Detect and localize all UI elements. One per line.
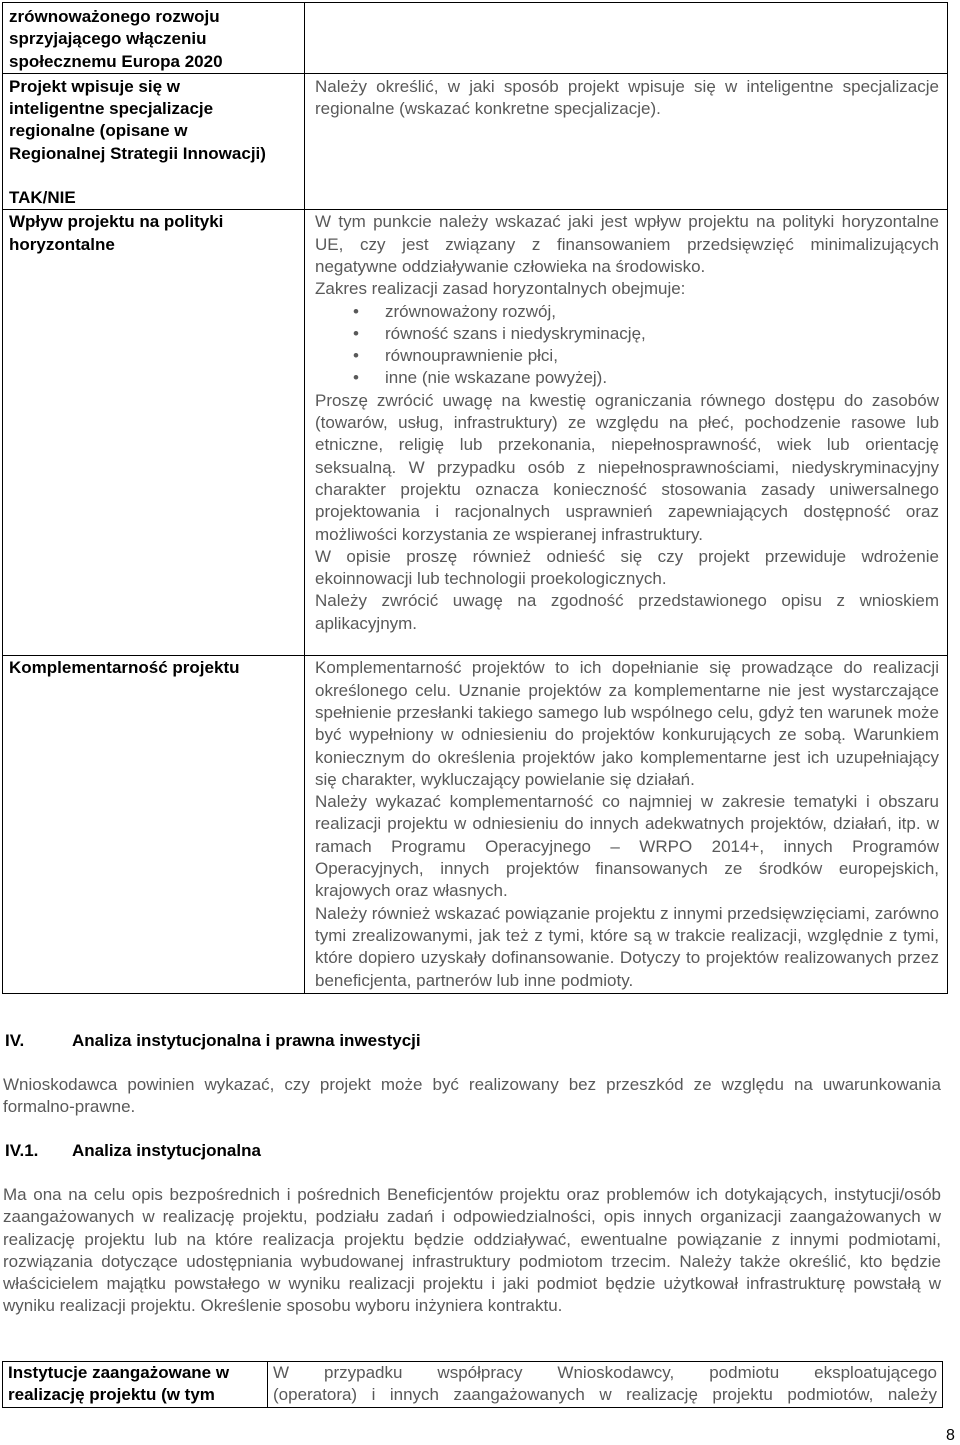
bullet-icon: •: [353, 323, 359, 343]
label-line: Regionalnej Strategii Innowacji): [9, 143, 266, 163]
section-text: Wnioskodawca powinien wykazać, czy projekt może być realizowany bez przeszkód ze względu na uwarunkowania formalno-prawne.: [3, 1075, 941, 1117]
row-desc-cell: [268, 1362, 943, 1408]
text-line: W przypadku współpracy Wnioskodawcy, podmiotu eksploatującego: [273, 1363, 937, 1382]
paragraph: Należy również wskazać powiązanie projektu z innymi przedsięwzięciami, zarówno tymi zrealizowanymi, jak też z tymi, które są w trakcie realizacji, względnie z tymi, które dopiero uzyskały dofinansowanie. Dotyczy to projektów realizowanych przez beneficjenta, partnerów lub inne podmioty.: [315, 903, 939, 990]
row-desc-cell: [305, 73, 948, 209]
label-line: Instytucje zaangażowane w: [8, 1363, 230, 1382]
list-item: • zrównoważony rozwój,: [315, 301, 939, 323]
row-desc-cell: [305, 3, 948, 74]
institutions-table: [2, 1361, 943, 1408]
label-line: zrównoważonego rozwoju: [9, 7, 220, 26]
list-item: • równouprawnienie płci,: [315, 345, 939, 367]
label-line: inteligentne specjalizacje: [9, 99, 214, 119]
section-number: IV.: [5, 1031, 25, 1050]
row-label-cell: [3, 656, 305, 993]
subsection-title: Analiza instytucjonalna: [72, 1141, 261, 1160]
label-line: społecznemu Europa 2020: [9, 51, 223, 71]
subsection-text: Ma ona na celu opis bezpośrednich i pośrednich Beneficjentów projektu oraz problemów ich dotykających, instytucji/osób zaangażowanych w realizację projektu, podziału zadań i odpowiedzialności, opis innych organizacji zaangażowanych w realizację projektu lub na które realizacja projektu będzie oddziaływać, ewentualne powiązanie z innymi podmiotami, rozwiązania dotyczące udostępniania wybudowanej infrastruktury podmiotom trzecim. Należy także określić, kto będzie właścicielem majątku powstałego w wyniku realizacji projektu i jaki podmiot będzie użytkował infrastrukturę powstałą w wyniku realizacji projektu. Określenie sposobu wyboru inżyniera kontraktu.: [3, 1185, 941, 1316]
yes-no-label: TAK/NIE: [9, 188, 76, 208]
subsection-number: IV.1.: [5, 1141, 39, 1160]
label-line: sprzyjającego włączeniu: [9, 29, 207, 49]
bullet-icon: •: [353, 346, 359, 366]
paragraph: Należy zwrócić uwagę na zgodność przedstawionego opisu z wnioskiem aplikacyjnym.: [315, 591, 939, 633]
row-label-cell: [3, 1362, 268, 1408]
paragraph: Proszę zwrócić uwagę na kwestię ograniczania równego dostępu do zasobów (towarów, usług, infrastruktury) ze względu na płeć, pochodzenie rasowe lub etniczne, religię lub przekonania, niepełnosprawność, wiek lub orientację seksualną. W przypadku osób z niepełnosprawnościami, niedyskryminacyjny charakter projektu oznacza konieczność stosowania zasady uniwersalnego projektowania i racjonalnych usprawnień zapewniających dostępność oraz możliwości korzystania ze wspieranej infrastruktury.: [315, 390, 939, 544]
label-line: realizację projektu (w tym: [8, 1385, 215, 1405]
paragraph: W opisie proszę również odnieść się czy projekt przewiduje wdrożenie ekoinnowacji lub technologii proekologicznych.: [315, 546, 939, 589]
list-intro: Zakres realizacji zasad horyzontalnych obejmuje:: [315, 279, 686, 299]
row-label-cell: [3, 73, 305, 209]
bullet-icon: •: [353, 301, 359, 321]
table-row: [3, 656, 948, 993]
list-item: • równość szans i niedyskryminację,: [315, 323, 939, 345]
section-title: Analiza instytucjonalna i prawna inwestycji: [72, 1031, 421, 1050]
description-text: Należy określić, w jaki sposób projekt wpisuje się w inteligentne specjalizacje regionalne (wskazać konkretne specjalizacje).: [315, 76, 939, 119]
label-line: horyzontalne: [9, 234, 115, 254]
label-line: regionalne (opisane w: [9, 121, 188, 141]
label-line: Wpływ projektu na polityki: [9, 212, 224, 232]
label-line: Projekt wpisuje się w: [9, 76, 181, 96]
intro-text: W tym punkcie należy wskazać jaki jest wpływ projektu na polityki horyzontalne UE, czy jest związany z finansowaniem przedsięwzięć minimalizujących negatywne oddziaływanie człowieka na środowisko.: [315, 212, 939, 276]
horizontal-policies-list: [315, 301, 939, 390]
bullet-icon: •: [353, 368, 359, 388]
label-line: Komplementarność projektu: [9, 658, 240, 678]
row-label-cell: [3, 210, 305, 656]
text-line: (operatora) i innych zaangażowanych w realizację projektu podmiotów, należy: [273, 1385, 937, 1405]
page-number: 8: [946, 1427, 955, 1444]
spacer: [9, 165, 300, 187]
paragraph: Należy wykazać komplementarność co najmniej w zakresie tematyki i obszaru realizacji projektu w odniesieniu do innych adekwatnych projektów, działań, itp. w ramach Programu Operacyjnego – WRPO 2014+, innych Programów Operacyjnych, innych projektów finansowanych ze środków europejskich, krajowych oraz własnych.: [315, 792, 939, 901]
criteria-table: [2, 2, 948, 994]
paragraph: Komplementarność projektów to ich dopełnianie się prowadzące do realizacji określonego celu. Uznanie projektów za komplementarne nie jest wystarczające spełnienie przesłanki takiego samego lub wspólnego celu, gdyż ten warunek może być wypełniony w odniesieniu do projektów konkurujących ze sobą. Warunkiem koniecznym do określenia projektów jako komplementarne jest ich uzupełniający się charakter, wykluczający powielanie się działań.: [315, 658, 939, 789]
row-desc-cell: [305, 210, 948, 656]
table-row: [3, 210, 948, 656]
row-label-cell: [3, 3, 305, 74]
table-row: [3, 3, 948, 74]
table-row: [3, 1362, 943, 1408]
table-row: [3, 73, 948, 209]
row-desc-cell: [305, 656, 948, 993]
list-item: • inne (nie wskazane powyżej).: [315, 367, 939, 389]
